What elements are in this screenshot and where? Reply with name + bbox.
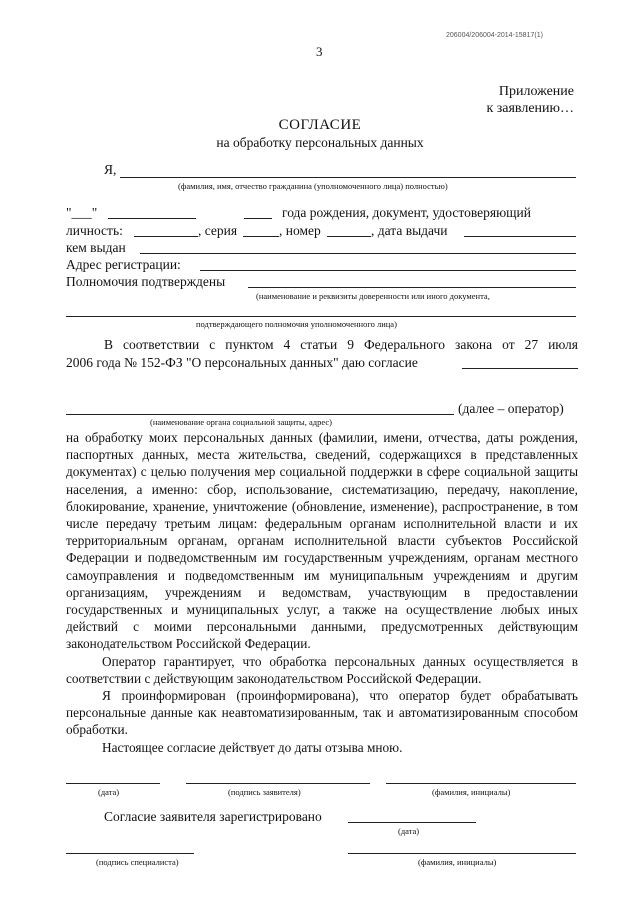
i-label: Я, [104,162,117,177]
issue-date-label: , дата выдачи [371,223,448,238]
attachment-line-2: к заявлению… [486,101,574,116]
number-label: , номер [279,223,321,238]
attachment-line-1: Приложение [498,84,574,99]
birth-year-label: года рождения, документ, удостоверяющий [282,205,532,220]
number-field[interactable] [327,236,371,237]
intro-line-1: В соответствии с пунктом 4 статьи 9 Федерального закона от 27 июля [104,337,578,352]
attachment-note [486,83,574,117]
specialist-name-caption: (фамилия, инициалы) [418,857,497,867]
birth-month-field[interactable] [108,218,196,219]
guarantee-paragraph: Оператор гарантирует, что обработка персональных данных осуществляется в соответствии с действующим законодательством Российской Федерации. [66,653,578,686]
applicant-signature-field[interactable] [186,783,370,784]
intro-line-2: 2006 года № 152-ФЗ "О персональных данных" даю согласие [66,355,418,370]
specialist-name-field[interactable] [348,853,576,854]
validity-paragraph: Настоящее согласие действует до даты отзыва мною. [102,739,403,755]
consent-main-text: на обработку моих персональных данных (фамилии, имени, отчества, даты рождения, паспортных данных, места жительства, сведений, содержащихся в представленных документах) с целью получения мер социальной поддержки в сфере социальной защиты населения, а именно: сбор, использование, систематизацию, передачу, накопление, блокирование, хранение, уничтожение (обновление, изменение), распространение, в том числе передачу третьим лицам: федеральным органам исполнительной власти и их территориальным органам, органам исполнительной власти субъектов Российской Федерации и подведомственным им государственным учреждениям, органам местного самоуправления и подведомственным им муниципальным учреждениям и другим организациям, учреждениям и ведомствам, участвующим в предоставлении государственных и муниципальных услуг, а также на осуществление любых иных действий с моими персональными данными, предусмотренных действующим законодательством Российской Федерации. [66,430,578,652]
powers-caption-1: (наименование и реквизиты доверенности или иного документа, [256,291,490,301]
issued-by-field[interactable] [140,253,576,254]
full-name-caption: (фамилия, имя, отчество гражданина (уполномоченного лица) полностью) [178,181,448,191]
applicant-name-caption: (фамилия, инициалы) [432,787,511,797]
registration-date-field[interactable] [348,822,476,823]
powers-caption-2: подтверждающего полномочия уполномоченного лица) [196,319,397,329]
page-number: 3 [316,44,323,59]
operator-caption: (наименование органа социальной защиты, адрес) [150,417,332,427]
date-caption: (дата) [98,787,120,797]
powers-field-continued[interactable] [66,316,576,317]
date-field[interactable] [66,783,160,784]
address-field[interactable] [200,270,576,271]
series-label: , серия [198,223,238,238]
document-type-field[interactable] [134,236,198,237]
series-field[interactable] [243,236,279,237]
registered-label: Согласие заявителя зарегистрировано [104,809,322,824]
operator-suffix: (далее – оператор) [458,401,564,416]
identity-label: личность: [66,223,123,238]
applicant-signature-caption: (подпись заявителя) [228,787,301,797]
document-subtitle: на обработку персональных данных [216,135,424,150]
consent-body [66,429,578,756]
powers-field[interactable] [248,287,576,288]
document-id: 206004/206004-2014-15817(1) [446,32,543,39]
specialist-signature-caption: (подпись специалиста) [96,857,179,867]
issued-by-label: кем выдан [66,240,126,255]
full-name-field[interactable] [120,177,576,178]
applicant-name-field[interactable] [386,783,576,784]
address-label: Адрес регистрации: [66,257,181,272]
powers-label: Полномочия подтверждены [66,274,226,289]
document-title: СОГЛАСИЕ [278,117,362,133]
registration-date-caption: (дата) [398,826,420,836]
operator-field[interactable] [66,414,454,415]
consent-continuation-field[interactable] [462,368,578,369]
specialist-signature-field[interactable] [66,853,194,854]
issue-date-field[interactable] [464,236,576,237]
birth-year-field[interactable] [244,218,272,219]
birth-day-quotes: "___" [66,205,98,220]
informed-paragraph: Я проинформирован (проинформирована), что оператор будет обрабатывать персональные данные как неавтоматизированным, так и автоматизированным способом обработки. [66,688,578,738]
